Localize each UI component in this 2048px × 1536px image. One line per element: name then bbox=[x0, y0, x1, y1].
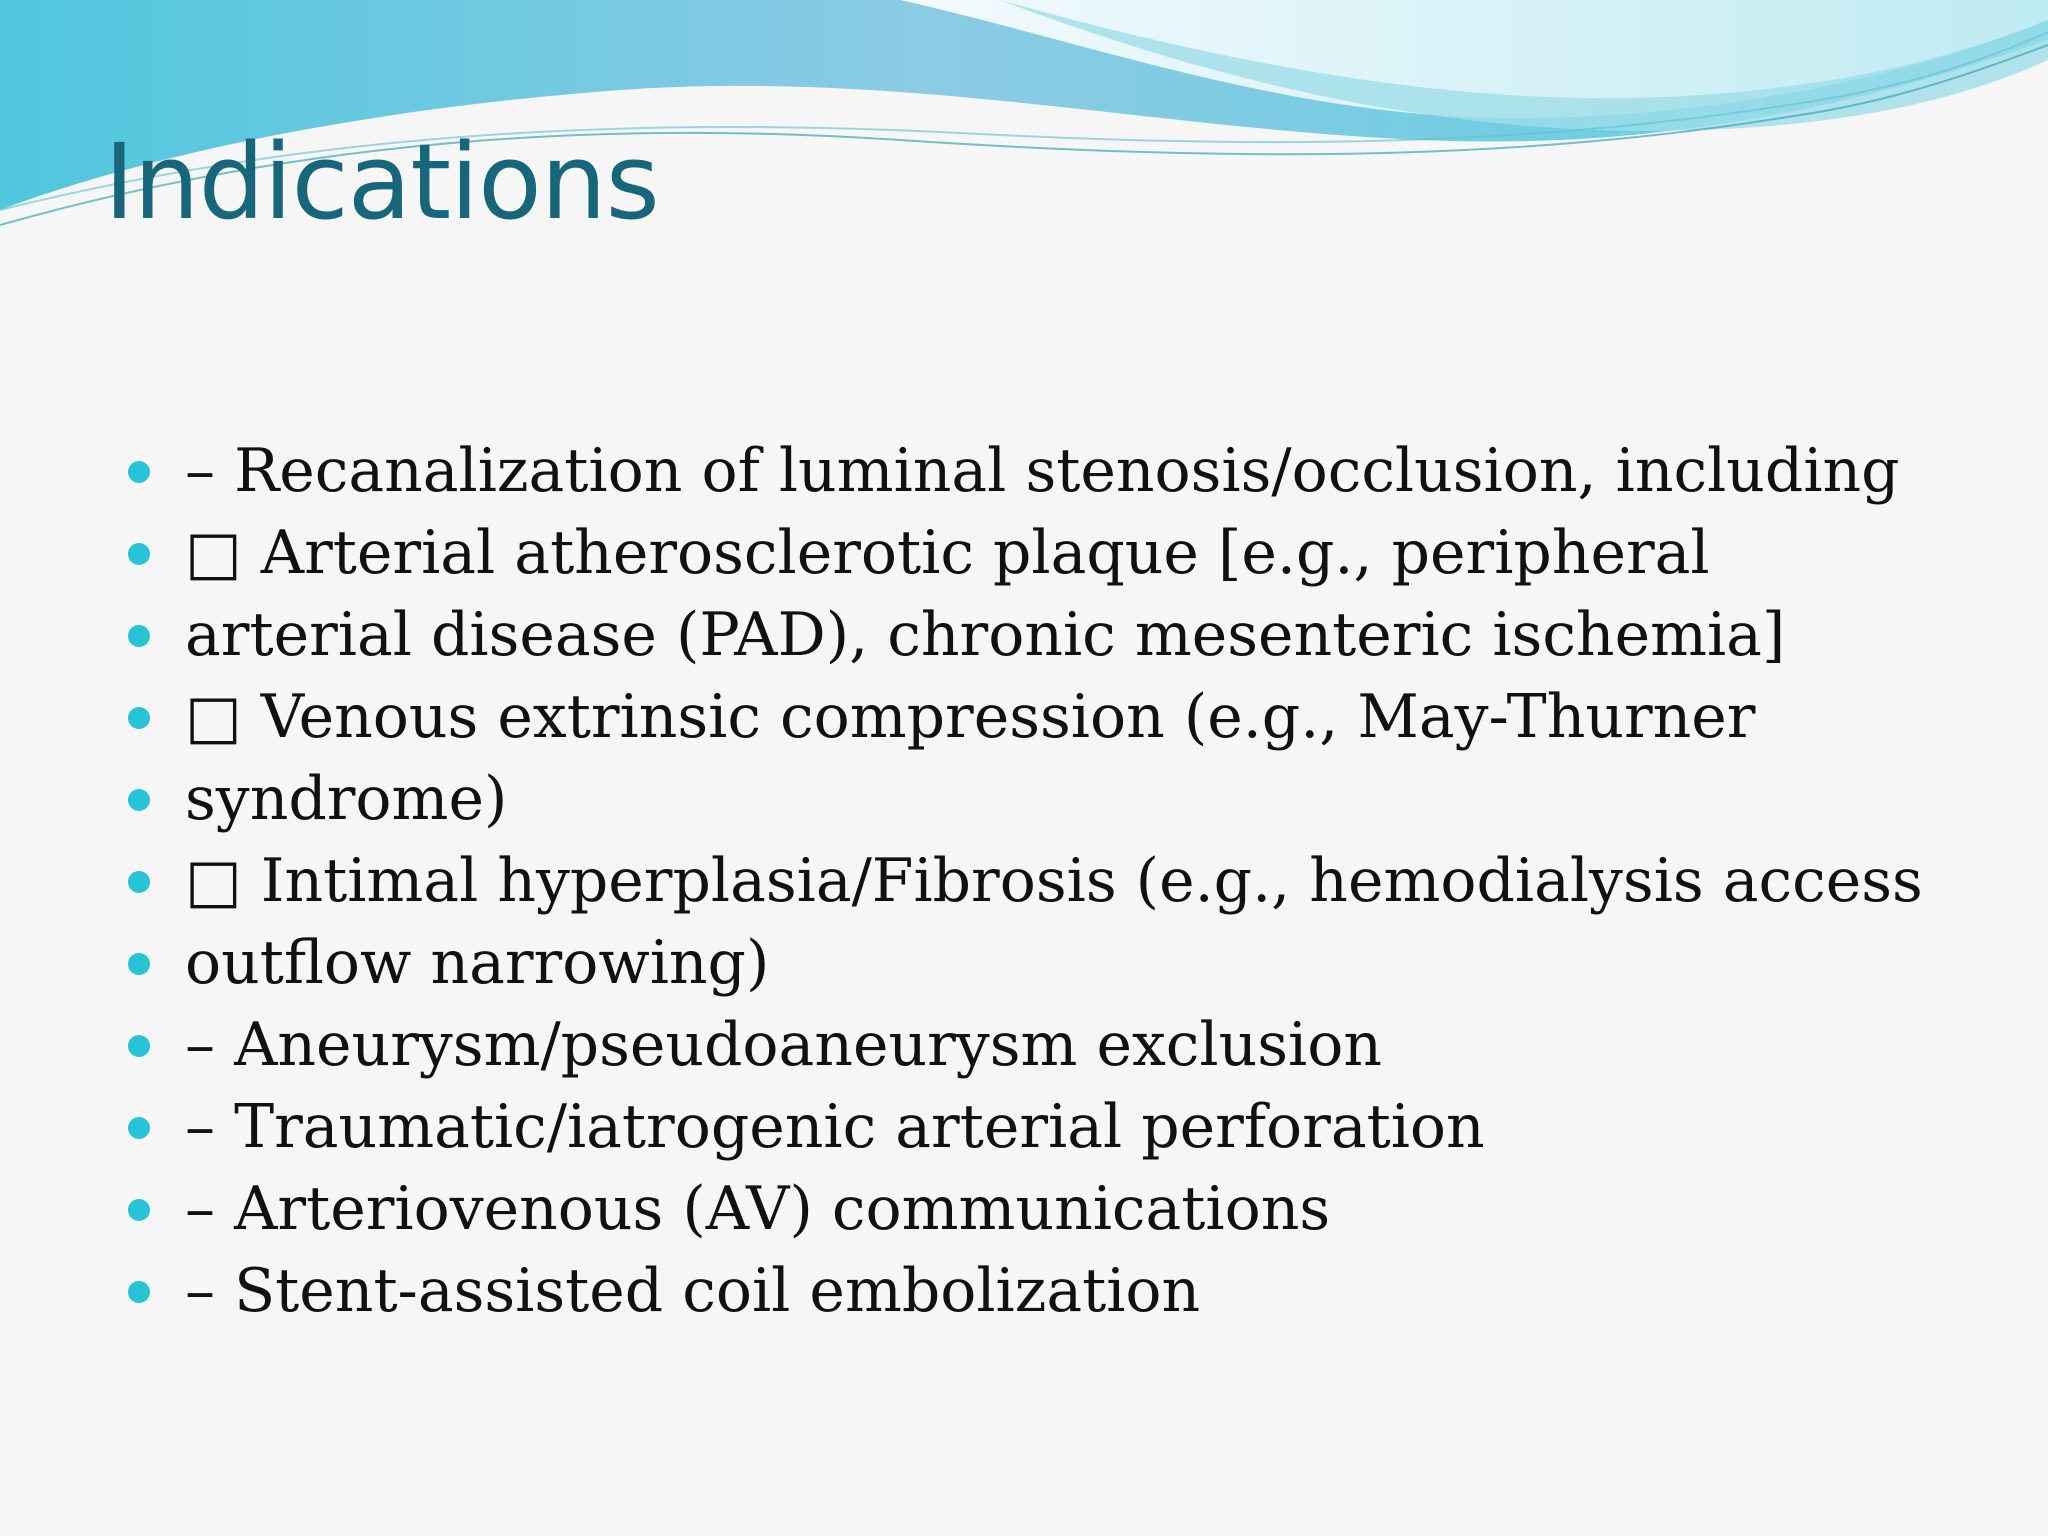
bullet-text: outflow narrowing) bbox=[185, 928, 770, 998]
bullet-list bbox=[128, 430, 2028, 1332]
bullet-dot-icon bbox=[128, 789, 150, 811]
bullet-item bbox=[128, 676, 2028, 758]
bullet-dot-icon bbox=[128, 871, 150, 893]
bullet-item bbox=[128, 1250, 2028, 1332]
bullet-item bbox=[128, 1004, 2028, 1086]
bullet-item bbox=[128, 1168, 2028, 1250]
bullet-dot-icon bbox=[128, 1281, 150, 1303]
bullet-dot-icon bbox=[128, 1117, 150, 1139]
bullet-item bbox=[128, 922, 2028, 1004]
bullet-dot-icon bbox=[128, 1199, 150, 1221]
bullet-text: – Stent-assisted coil embolization bbox=[185, 1256, 1201, 1326]
bullet-item bbox=[128, 840, 2028, 922]
bullet-item bbox=[128, 1086, 2028, 1168]
bullet-item bbox=[128, 430, 2028, 512]
bullet-dot-icon bbox=[128, 1035, 150, 1057]
bullet-text: – Recanalization of luminal stenosis/occlusion, including bbox=[185, 436, 1900, 506]
bullet-text: □ Venous extrinsic compression (e.g., May-Thurner bbox=[185, 682, 1756, 752]
bullet-dot-icon bbox=[128, 625, 150, 647]
bullet-dot-icon bbox=[128, 707, 150, 729]
bullet-item bbox=[128, 758, 2028, 840]
slide-title: Indications bbox=[104, 121, 659, 243]
bullet-text: □ Arterial atherosclerotic plaque [e.g., peripheral bbox=[185, 518, 1710, 588]
bullet-text: □ Intimal hyperplasia/Fibrosis (e.g., hemodialysis access bbox=[185, 846, 1923, 916]
bullet-dot-icon bbox=[128, 461, 150, 483]
bullet-dot-icon bbox=[128, 953, 150, 975]
bullet-dot-icon bbox=[128, 543, 150, 565]
bullet-item bbox=[128, 512, 2028, 594]
bullet-text: – Traumatic/iatrogenic arterial perforation bbox=[185, 1092, 1485, 1162]
bullet-text: syndrome) bbox=[185, 764, 508, 834]
bullet-text: – Aneurysm/pseudoaneurysm exclusion bbox=[185, 1010, 1382, 1080]
bullet-text: – Arteriovenous (AV) communications bbox=[185, 1174, 1331, 1244]
bullet-text: arterial disease (PAD), chronic mesenteric ischemia] bbox=[185, 600, 1786, 670]
bullet-item bbox=[128, 594, 2028, 676]
